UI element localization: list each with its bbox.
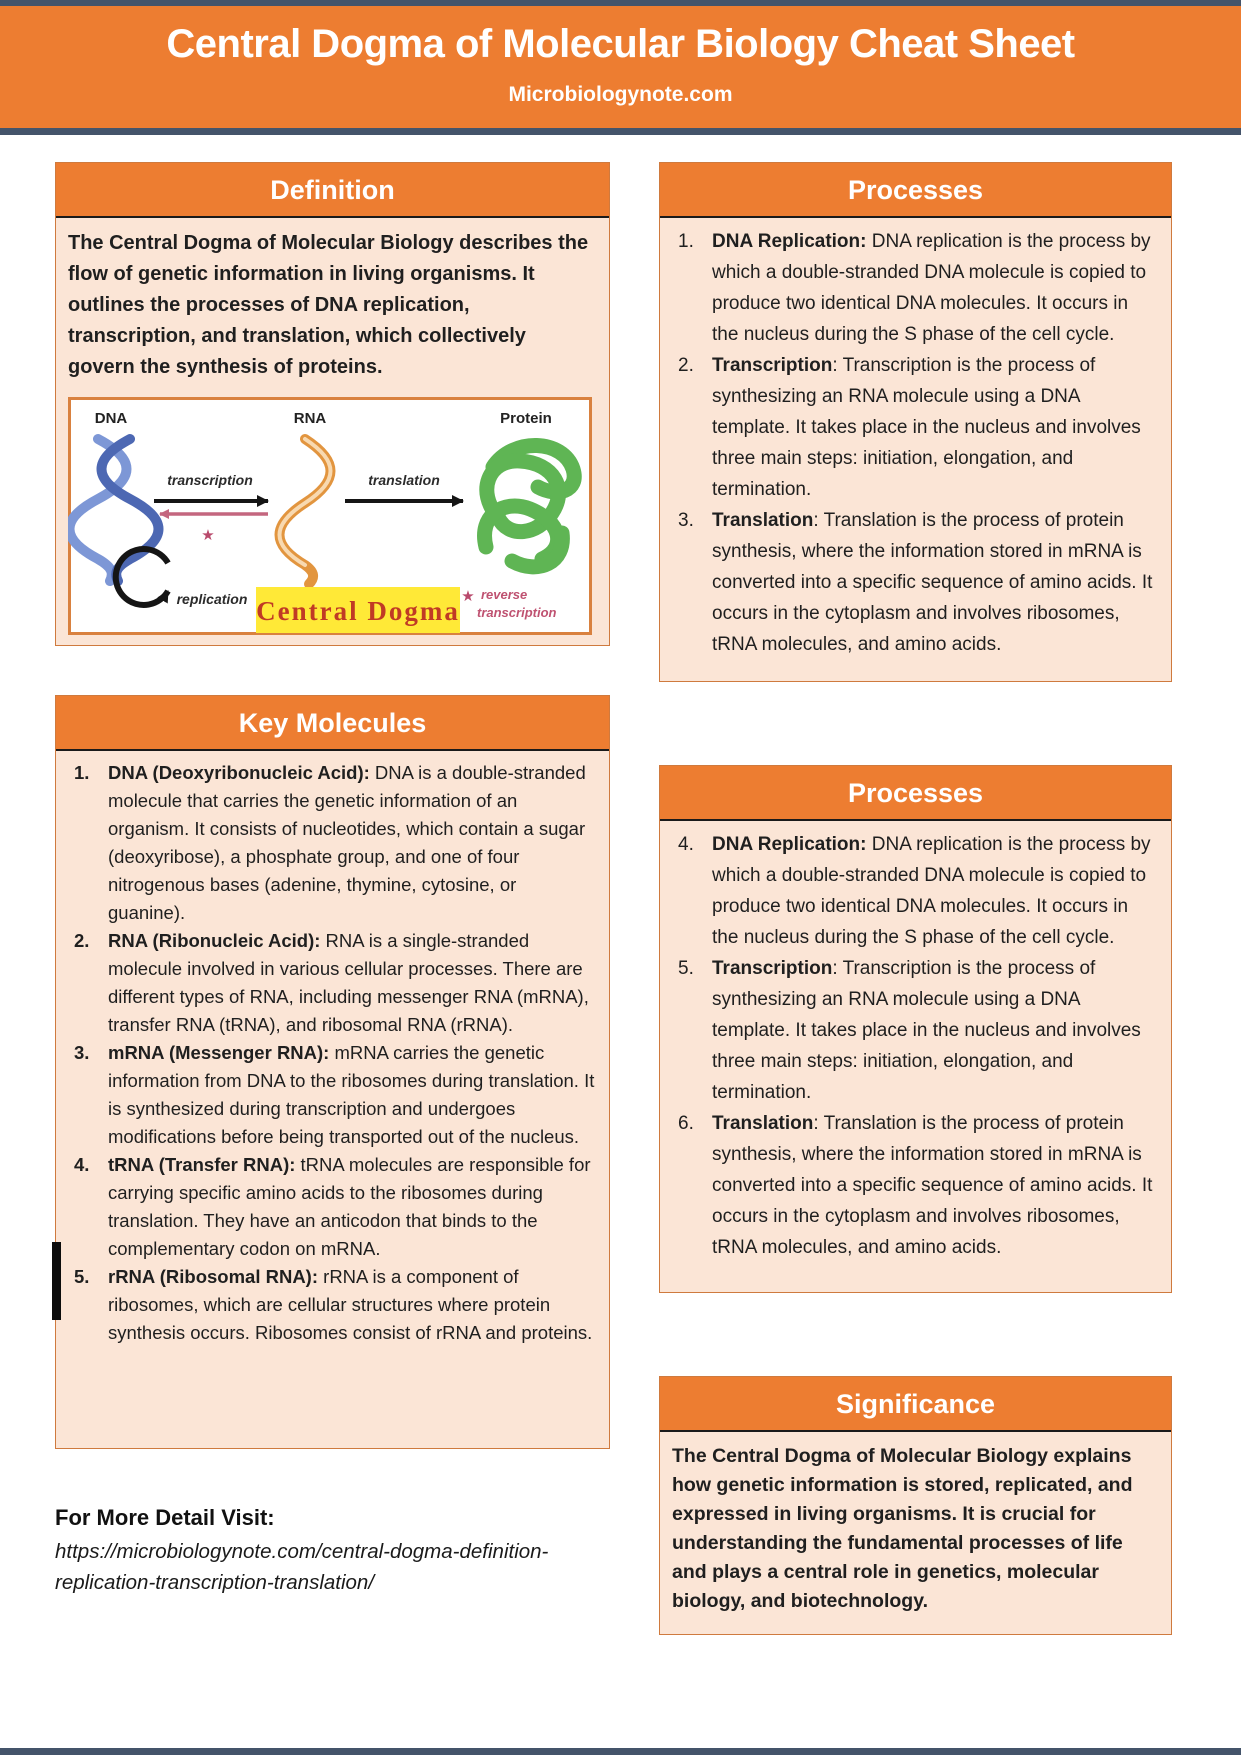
item-lead: Translation	[712, 510, 814, 531]
item-text: Translation: Translation is the process of protein synthesis, where the information stored in mRNA is converted into a specific sequence of amino acids. It occurs in the cytoplasm and involves ribosomes, tRNA molecules, and amino acids.	[712, 510, 1153, 655]
item-lead: Translation	[712, 1113, 814, 1134]
item-lead: DNA (Deoxyribonucleic Acid):	[108, 762, 370, 783]
item-text: DNA Replication: DNA replication is the process by which a double-stranded DNA molecule is copied to produce two identical DNA molecules. It occurs in the nucleus during the S phase of the cell cycle.	[712, 231, 1151, 345]
item-lead: mRNA (Messenger RNA):	[108, 1042, 330, 1063]
item-text: tRNA (Transfer RNA): tRNA molecules are responsible for carrying specific amino acids to the ribosomes during translation. They have an anticodon that binds to the complementary codon on mRNA.	[108, 1154, 591, 1259]
site-name: Microbiologynote.com	[508, 83, 733, 106]
item-lead: Transcription	[712, 958, 833, 979]
list-item	[64, 927, 599, 1039]
item-number: 1.	[678, 231, 694, 252]
bottom-blue-bar	[0, 1748, 1241, 1755]
list-item	[668, 226, 1161, 350]
list-item	[64, 759, 599, 927]
rna-label: RNA	[293, 410, 327, 427]
left-edge-black-mark	[52, 1242, 61, 1320]
more-detail-note	[55, 1505, 620, 1598]
panel-processes-1	[659, 162, 1172, 682]
processes1-body	[660, 218, 1171, 670]
list-item	[64, 1039, 599, 1151]
list-item	[64, 1263, 599, 1347]
item-number: 1.	[74, 762, 90, 783]
item-number: 3.	[74, 1042, 90, 1063]
transcription-label: transcription	[167, 472, 253, 488]
protein-label: Protein	[500, 410, 552, 427]
item-lead: RNA (Ribonucleic Acid):	[108, 930, 321, 951]
item-lead: DNA Replication:	[712, 834, 867, 855]
central-dogma-label: Central Dogma	[256, 596, 460, 626]
definition-body	[56, 218, 609, 645]
item-lead: rRNA (Ribosomal RNA):	[108, 1266, 319, 1287]
panel-significance	[659, 1376, 1172, 1635]
list-item	[668, 505, 1161, 660]
significance-body	[660, 1432, 1171, 1628]
item-number: 2.	[678, 355, 694, 376]
item-number: 4.	[678, 834, 694, 855]
item-text: rRNA (Ribosomal RNA): rRNA is a component of ribosomes, which are cellular structures where protein synthesis occurs. Ribosomes consist of rRNA and proteins.	[108, 1266, 593, 1343]
item-number: 5.	[678, 958, 694, 979]
panel-definition	[55, 162, 610, 646]
page-title: Central Dogma of Molecular Biology Cheat Sheet	[166, 22, 1075, 66]
reverse-legend-line2: transcription	[477, 605, 557, 620]
legend-star-icon: ★	[461, 587, 475, 605]
list-item	[668, 953, 1161, 1108]
item-number: 2.	[74, 930, 90, 951]
significance-heading: Significance	[660, 1377, 1171, 1432]
item-number: 6.	[678, 1113, 694, 1134]
list-item	[64, 1151, 599, 1263]
reverse-legend-line1: reverse	[481, 587, 528, 602]
more-detail-url[interactable]: https://microbiologynote.com/central-dogma-definition- replication-transcription-translation/	[55, 1540, 549, 1594]
banner-underline-bar	[0, 128, 1241, 135]
item-number: 5.	[74, 1266, 90, 1287]
key-molecules-heading: Key Molecules	[56, 696, 609, 751]
replication-label: replication	[176, 591, 248, 607]
list-item	[668, 829, 1161, 953]
panel-key-molecules	[55, 695, 610, 1449]
item-text: DNA Replication: DNA replication is the process by which a double-stranded DNA molecule is copied to produce two identical DNA molecules. It occurs in the nucleus during the S phase of the cell cycle.	[712, 834, 1151, 948]
item-lead: DNA Replication:	[712, 231, 867, 252]
processes2-body	[660, 821, 1171, 1273]
item-number: 3.	[678, 510, 694, 531]
processes2-heading: Processes	[660, 766, 1171, 821]
key-molecules-body	[56, 751, 609, 1357]
item-text: DNA (Deoxyribonucleic Acid): DNA is a double-stranded molecule that carries the genetic information of an organism. It consists of nucleotides, which contain a sugar (deoxyribose), a phosphate group, and one of four nitrogenous bases (adenine, thymine, cytosine, or guanine).	[108, 762, 586, 923]
definition-heading: Definition	[56, 163, 609, 218]
central-dogma-diagram	[68, 397, 592, 635]
translation-label: translation	[368, 472, 440, 488]
list-item	[668, 1108, 1161, 1263]
item-text: Translation: Translation is the process of protein synthesis, where the information stored in mRNA is converted into a specific sequence of amino acids. It occurs in the cytoplasm and involves ribosomes, tRNA molecules, and amino acids.	[712, 1113, 1153, 1258]
item-lead: tRNA (Transfer RNA):	[108, 1154, 296, 1175]
definition-text: The Central Dogma of Molecular Biology describes the flow of genetic information in living organisms. It outlines the processes of DNA replication, transcription, and translation, which collectively govern the synthesis of proteins.	[68, 232, 589, 378]
item-number: 4.	[74, 1154, 90, 1175]
title-banner	[0, 6, 1241, 128]
item-lead: Transcription	[712, 355, 833, 376]
reverse-star-icon: ★	[201, 526, 215, 544]
dna-label: DNA	[94, 410, 128, 427]
more-detail-label: For More Detail Visit:	[55, 1505, 275, 1530]
item-text: Transcription: Transcription is the process of synthesizing an RNA molecule using a DNA template. It takes place in the nucleus and involves three main steps: initiation, elongation, and termination.	[712, 958, 1141, 1103]
list-item	[668, 350, 1161, 505]
panel-processes-2	[659, 765, 1172, 1293]
item-text: RNA (Ribonucleic Acid): RNA is a single-stranded molecule involved in various cellular processes. There are different types of RNA, including messenger RNA (mRNA), transfer RNA (tRNA), and ribosomal RNA (rRNA).	[108, 930, 589, 1035]
item-text: mRNA (Messenger RNA): mRNA carries the genetic information from DNA to the ribosomes during translation. It is synthesized during transcription and undergoes modifications before being transported out of the nucleus.	[108, 1042, 595, 1147]
processes1-heading: Processes	[660, 163, 1171, 218]
significance-text: The Central Dogma of Molecular Biology explains how genetic information is stored, replicated, and expressed in living organisms. It is crucial for understanding the fundamental processes of life and plays a central role in genetics, molecular biology, and biotechnology.	[672, 1445, 1133, 1612]
item-text: Transcription: Transcription is the process of synthesizing an RNA molecule using a DNA template. It takes place in the nucleus and involves three main steps: initiation, elongation, and termination.	[712, 355, 1141, 500]
